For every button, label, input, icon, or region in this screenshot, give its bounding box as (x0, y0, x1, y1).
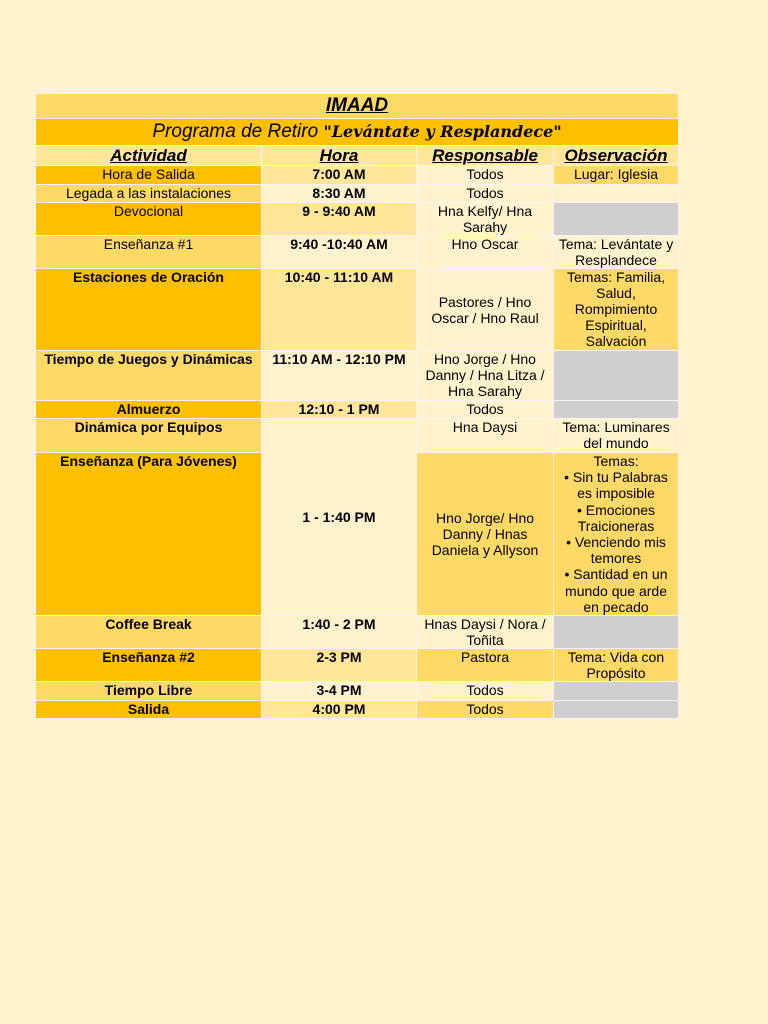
hora-cell: 8:30 AM (262, 185, 417, 203)
org-title: IMAAD (36, 94, 679, 119)
observacion-cell (554, 351, 679, 401)
observacion-cell (554, 701, 679, 719)
responsable-cell: Pastora (417, 649, 554, 682)
col-header-actividad: Actividad (36, 146, 262, 166)
observacion-item: • Emociones Traicioneras (576, 501, 656, 534)
responsable-cell: Hna Daysi (417, 419, 554, 453)
actividad-cell: Estaciones de Oración (36, 269, 262, 351)
actividad-cell: Enseñanza #1 (36, 236, 262, 269)
actividad-cell: Enseñanza #2 (36, 649, 262, 682)
title-row (36, 94, 679, 119)
responsable-cell: Hnas Daysi / Nora / Toñita (417, 616, 554, 649)
hora-cell: 7:00 AM (262, 166, 417, 185)
header-row (36, 146, 679, 166)
table-row (36, 236, 679, 269)
program-title (36, 119, 679, 146)
table-row (36, 166, 679, 185)
observacion-cell (554, 203, 679, 236)
observacion-cell (554, 185, 679, 203)
actividad-cell: Legada a las instalaciones (36, 185, 262, 203)
program-row (36, 119, 679, 146)
responsable-cell: Todos (417, 401, 554, 419)
observacion-cell: Tema: Levántate y Resplandece (554, 236, 679, 269)
observacion-cell (554, 401, 679, 419)
program-prefix: Programa de Retiro (152, 121, 324, 142)
observacion-item: • Sin tu Palabras es imposible (564, 469, 668, 502)
table-row (36, 185, 679, 203)
responsable-cell: Pastores / Hno Oscar / Hno Raul (417, 269, 554, 351)
col-header-hora: Hora (262, 146, 417, 166)
observacion-title: Temas: (593, 453, 639, 469)
hora-cell: 1 - 1:40 PM (262, 419, 417, 616)
actividad-cell: Devocional (36, 203, 262, 236)
table-row (36, 269, 679, 351)
hora-cell: 3-4 PM (262, 682, 417, 701)
actividad-cell: Tiempo Libre (36, 682, 262, 701)
hora-cell: 10:40 - 11:10 AM (262, 269, 417, 351)
actividad-cell: Tiempo de Juegos y Dinámicas (36, 351, 262, 401)
actividad-cell: Dinámica por Equipos (36, 419, 262, 453)
table-row (36, 419, 679, 453)
table-row (36, 203, 679, 236)
observacion-item: • Venciendo mis temores (566, 534, 666, 567)
col-header-observacion: Observación (554, 146, 679, 166)
actividad-cell: Enseñanza (Para Jóvenes) (36, 453, 262, 616)
observacion-cell: Lugar: Iglesia (554, 166, 679, 185)
responsable-cell: Hno Jorge/ Hno Danny / Hnas Daniela y Allyson (417, 453, 554, 616)
observacion-cell (554, 453, 679, 616)
hora-cell: 12:10 - 1 PM (262, 401, 417, 419)
responsable-cell: Todos (417, 682, 554, 701)
program-theme: "Levántate y Resplandece" (323, 122, 562, 141)
col-header-responsable: Responsable (417, 146, 554, 166)
responsable-cell: Hna Kelfy/ Hna Sarahy (417, 203, 554, 236)
responsable-cell: Hno Oscar (417, 236, 554, 269)
observacion-cell: Tema: Luminares del mundo (554, 419, 679, 453)
responsable-cell: Todos (417, 185, 554, 203)
hora-cell: 9:40 -10:40 AM (262, 236, 417, 269)
hora-cell: 2-3 PM (262, 649, 417, 682)
schedule-sheet (35, 93, 678, 719)
table-row (36, 616, 679, 649)
responsable-cell: Hno Jorge / Hno Danny / Hna Litza / Hna Sarahy (417, 351, 554, 401)
hora-cell: 11:10 AM - 12:10 PM (262, 351, 417, 401)
table-row (36, 649, 679, 682)
schedule-table (35, 93, 679, 719)
table-row (36, 401, 679, 419)
table-row (36, 682, 679, 701)
table-row (36, 351, 679, 401)
hora-cell: 9 - 9:40 AM (262, 203, 417, 236)
observacion-cell: Temas: Familia, Salud, Rompimiento Espiritual, Salvación (554, 269, 679, 351)
observacion-cell: Tema: Vida con Propósito (554, 649, 679, 682)
hora-cell: 4:00 PM (262, 701, 417, 719)
actividad-cell: Hora de Salida (36, 166, 262, 185)
actividad-cell: Coffee Break (36, 616, 262, 649)
observacion-cell (554, 682, 679, 701)
observacion-cell (554, 616, 679, 649)
responsable-cell: Todos (417, 701, 554, 719)
actividad-cell: Salida (36, 701, 262, 719)
responsable-cell: Todos (417, 166, 554, 185)
observacion-item: • Santidad en un mundo que arde en pecado (564, 566, 668, 615)
table-row (36, 701, 679, 719)
actividad-cell: Almuerzo (36, 401, 262, 419)
hora-cell: 1:40 - 2 PM (262, 616, 417, 649)
